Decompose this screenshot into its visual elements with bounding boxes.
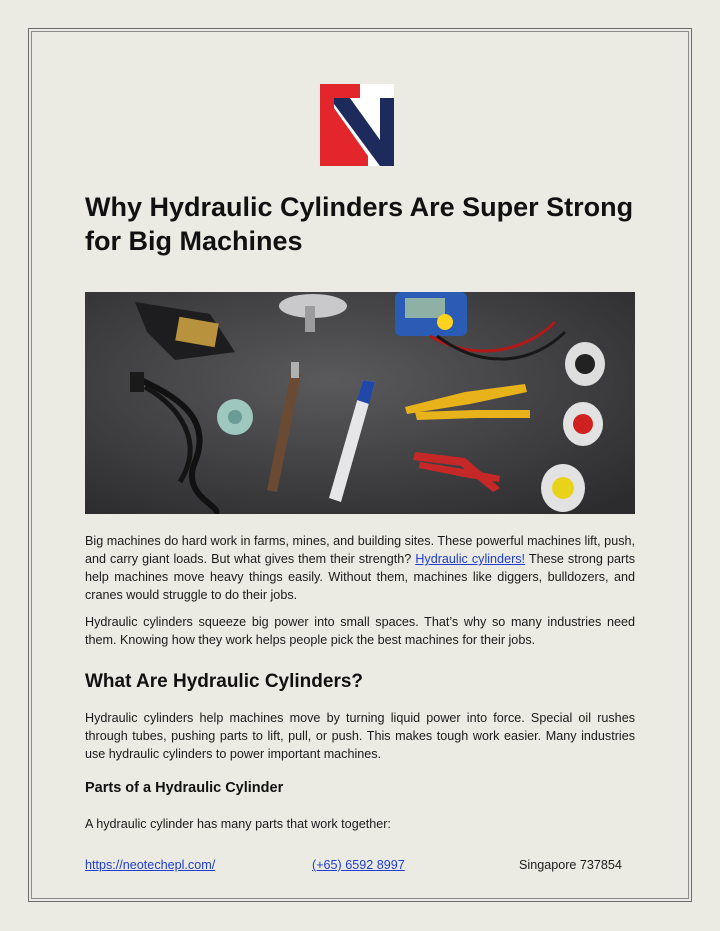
footer-website <box>85 858 215 872</box>
section-2-body: A hydraulic cylinder has many parts that work together: <box>85 817 391 831</box>
section-heading-what-are: What Are Hydraulic Cylinders? <box>85 671 364 692</box>
intro-paragraph: Big machines do hard work in farms, mines, and building sites. These powerful machines lift, push, and carry giant loads. But what gives them their strength? Hydraulic cylinders! These strong parts help machines move heavy things easily. Without them, machines like diggers, bulldozers, and cranes would struggle to do their jobs. <box>85 534 635 602</box>
footer-phone <box>312 858 405 872</box>
hydraulic-cylinders-link[interactable]: Hydraulic cylinders! <box>415 552 526 566</box>
neotech-n-logo-icon <box>320 84 394 166</box>
paragraph-2: Hydraulic cylinders squeeze big power into small spaces. That’s why so many industries need them. Knowing how they work helps people pick the best machines for their jobs. <box>85 615 635 647</box>
phone-link[interactable]: (+65) 6592 8997 <box>312 858 405 872</box>
section-heading-parts: Parts of a Hydraulic Cylinder <box>85 780 284 796</box>
section-1-body: Hydraulic cylinders help machines move by turning liquid power into force. Special oil rushes through tubes, pushing parts to lift, pull, or push. This makes tough work easier. Many industries use hydraulic cylinders to power important machines. <box>85 711 635 761</box>
electronics-tools-photo <box>85 292 635 514</box>
website-link[interactable]: https://neotechepl.com/ <box>85 858 216 872</box>
footer-address: Singapore 737854 <box>519 858 622 872</box>
page-title: Why Hydraulic Cylinders Are Super Strong for Big Machines <box>85 192 634 256</box>
